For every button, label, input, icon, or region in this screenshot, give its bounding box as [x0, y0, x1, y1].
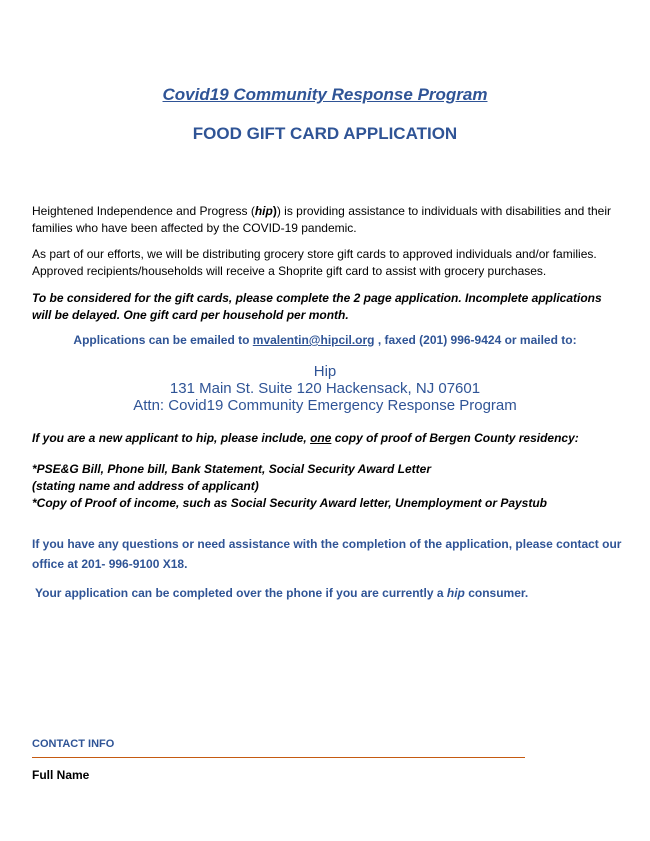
submission-line: [0, 333, 650, 347]
address-line-2: 131 Main St. Suite 120 Hackensack, NJ 07601: [169, 380, 481, 397]
intro-paragraph-2: As part of our efforts, we will be distributing grocery store gift cards to approved individuals and/or families. Approved recipients/households will receive a Shoprite gift card to assist with grocery purchases.: [32, 247, 597, 278]
new-applicant-text-start: If you are a new applicant to hip, please include,: [32, 431, 311, 445]
residency-proof-list: [32, 461, 622, 512]
email-link[interactable]: mvalentin@hipcil.org: [252, 333, 375, 347]
new-applicant-text-end: copy of proof of Bergen County residency:: [331, 431, 579, 445]
intro-paragraph-1: Heightened Independence and Progress (hip)) is providing assistance to individuals with disabilities and their families who have been affected by the COVID-19 pandemic.: [32, 204, 611, 235]
residency-proof-item: *PSE&G Bill, Phone bill, Bank Statement, Social Security Award Letter: [32, 462, 431, 476]
residency-proof-note: (stating name and address of applicant): [32, 479, 259, 493]
new-applicant-one: one: [310, 431, 332, 445]
phone-application-note: [35, 585, 625, 602]
program-title: Covid19 Community Response Program: [162, 85, 488, 104]
phone-text-end: consumer.: [464, 586, 529, 600]
submission-text-end: , faxed (201) 996-9424 or mailed to:: [374, 333, 577, 347]
address-line-3: Attn: Covid19 Community Emergency Response Program: [133, 397, 517, 414]
questions-paragraph: If you have any questions or need assistance with the completion of the application, please contact our office at 201- 996-9100 X18.: [32, 537, 622, 571]
address-line-1: Hip: [313, 363, 337, 380]
intro-paragraph-3: To be considered for the gift cards, please complete the 2 page application. Incomplete applications will be delayed. One gift card per household per month.: [32, 291, 602, 322]
full-name-label: Full Name: [32, 768, 90, 782]
application-title: FOOD GIFT CARD APPLICATION: [192, 124, 458, 143]
intro-text-end: ) is providing assistance to individuals with disabilities and their families who have been affected by the COVID-19 pandemic.: [32, 204, 611, 235]
contact-info-heading: CONTACT INFO: [32, 738, 115, 750]
intro-text-start: Heightened Independence and Progress (: [32, 204, 255, 218]
income-proof-item: *Copy of Proof of income, such as Social Security Award letter, Unemployment or Paystub: [32, 496, 548, 510]
hip-term-phone: hip: [446, 586, 465, 600]
submission-text-start: Applications can be emailed to: [73, 333, 253, 347]
section-divider: [32, 757, 525, 758]
hip-term: hip: [254, 204, 273, 218]
phone-text-start: Your application can be completed over the phone if you are currently a: [35, 586, 447, 600]
new-applicant-note: [32, 430, 622, 447]
